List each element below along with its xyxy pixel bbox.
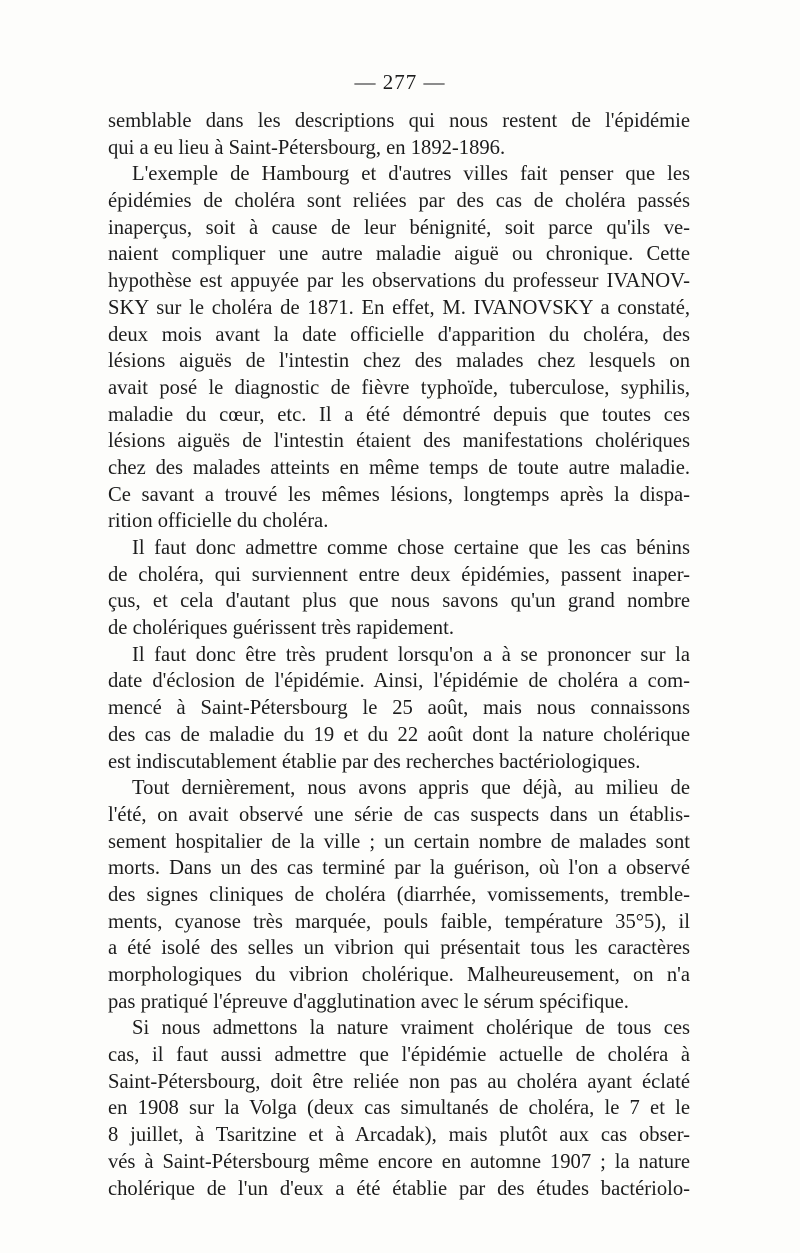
text-line: est indiscutablement établie par des recherches bactériologiques. (108, 750, 641, 773)
text-line: qui a eu lieu à Saint-Pétersbourg, en 1892-1896. (108, 136, 506, 159)
text-line: a été isolé des selles un vibrion qui présentait tous les caractères (108, 937, 690, 960)
text-line: avait posé le diagnostic de fièvre typhoïde, tuberculose, syphilis, (108, 376, 690, 399)
text-line: Il faut donc être très prudent lorsqu'on a à se prononcer sur la (132, 643, 690, 666)
text-line: vés à Saint-Pétersbourg même encore en automne 1907 ; la nature (108, 1150, 690, 1173)
text-line: deux mois avant la date officielle d'apparition du choléra, des (108, 323, 690, 346)
text-line: Il faut donc admettre comme chose certaine que les cas bénins (132, 537, 690, 559)
text-line: SKY sur le choléra de 1871. En effet, M. IVANOVSKY a constaté, (108, 296, 690, 319)
text-line: épidémies de choléra sont reliées par des cas de choléra passés (108, 190, 690, 213)
text-line: Ce savant a trouvé les mêmes lésions, longtemps après la dispa- (108, 483, 690, 506)
text-line: 8 juillet, à Tsaritzine et à Arcadak), mais plutôt aux cas obser- (108, 1124, 690, 1147)
text-line: morts. Dans un des cas terminé par la guérison, où l'on a observé (108, 857, 690, 880)
text-line: lésions aiguës de l'intestin étaient des manifestations cholériques (108, 430, 690, 453)
text-line: morphologiques du vibrion cholérique. Malheureusement, on n'a (108, 964, 690, 986)
text-line: en 1908 sur la Volga (deux cas simultanés de choléra, le 7 et le (108, 1097, 690, 1120)
text-line: Saint-Pétersbourg, doit être reliée non pas au choléra ayant éclaté (108, 1070, 690, 1093)
text-line: chez des malades atteints en même temps de toute autre maladie. (108, 456, 690, 479)
text-line: cholérique de l'un d'eux a été établie par des études bactériolo- (108, 1177, 690, 1200)
text-line: L'exemple de Hambourg et d'autres villes fait penser que les (132, 163, 690, 186)
text-line: cas, il faut aussi admettre que l'épidémie actuelle de choléra à (108, 1044, 690, 1067)
text-line: Si nous admettons la nature vraiment cholérique de tous ces (132, 1017, 690, 1040)
text-line: des signes cliniques de choléra (diarrhée, vomissements, tremble- (108, 883, 690, 906)
text-line: mencé à Saint-Pétersbourg le 25 août, mais nous connaissons (108, 697, 690, 720)
text-line: sement hospitalier de la ville ; un certain nombre de malades sont (108, 830, 690, 853)
text-line: naient compliquer une autre maladie aiguë ou chronique. Cette (108, 243, 690, 266)
text-line: Tout dernièrement, nous avons appris que déjà, au milieu de (132, 777, 690, 800)
text-line: semblable dans les descriptions qui nous restent de l'épidémie (108, 110, 690, 132)
text-line: de choléra, qui surviennent entre deux épidémies, passent inaper- (108, 563, 690, 586)
text-line: ments, cyanose très marquée, pouls faible, température 35°5), il (108, 910, 690, 933)
text-line: des cas de maladie du 19 et du 22 août dont la nature cholérique (108, 723, 690, 746)
text-line: date d'éclosion de l'épidémie. Ainsi, l'épidémie de choléra a com- (108, 670, 690, 693)
page-number: — 277 — (354, 70, 446, 94)
text-line: rition officielle du choléra. (108, 510, 329, 533)
text-line: de cholériques guérissent très rapidement. (108, 617, 454, 640)
text-line: maladie du cœur, etc. Il a été démontré depuis que toutes ces (108, 403, 690, 426)
text-line: pas pratiqué l'épreuve d'agglutination avec le sérum spécifique. (108, 990, 629, 1013)
text-line: lésions aiguës de l'intestin chez des malades chez lesquels on (108, 350, 690, 373)
body-text (108, 108, 690, 1202)
text-line: l'été, on avait observé une série de cas suspects dans un établis- (108, 803, 690, 826)
text-line: inaperçus, soit à cause de leur bénignité, soit parce qu'ils ve- (108, 216, 690, 239)
text-line: hypothèse est appuyée par les observations du professeur IVANOV- (108, 270, 690, 293)
text-line: çus, et cela d'autant plus que nous savons qu'un grand nombre (108, 590, 690, 613)
